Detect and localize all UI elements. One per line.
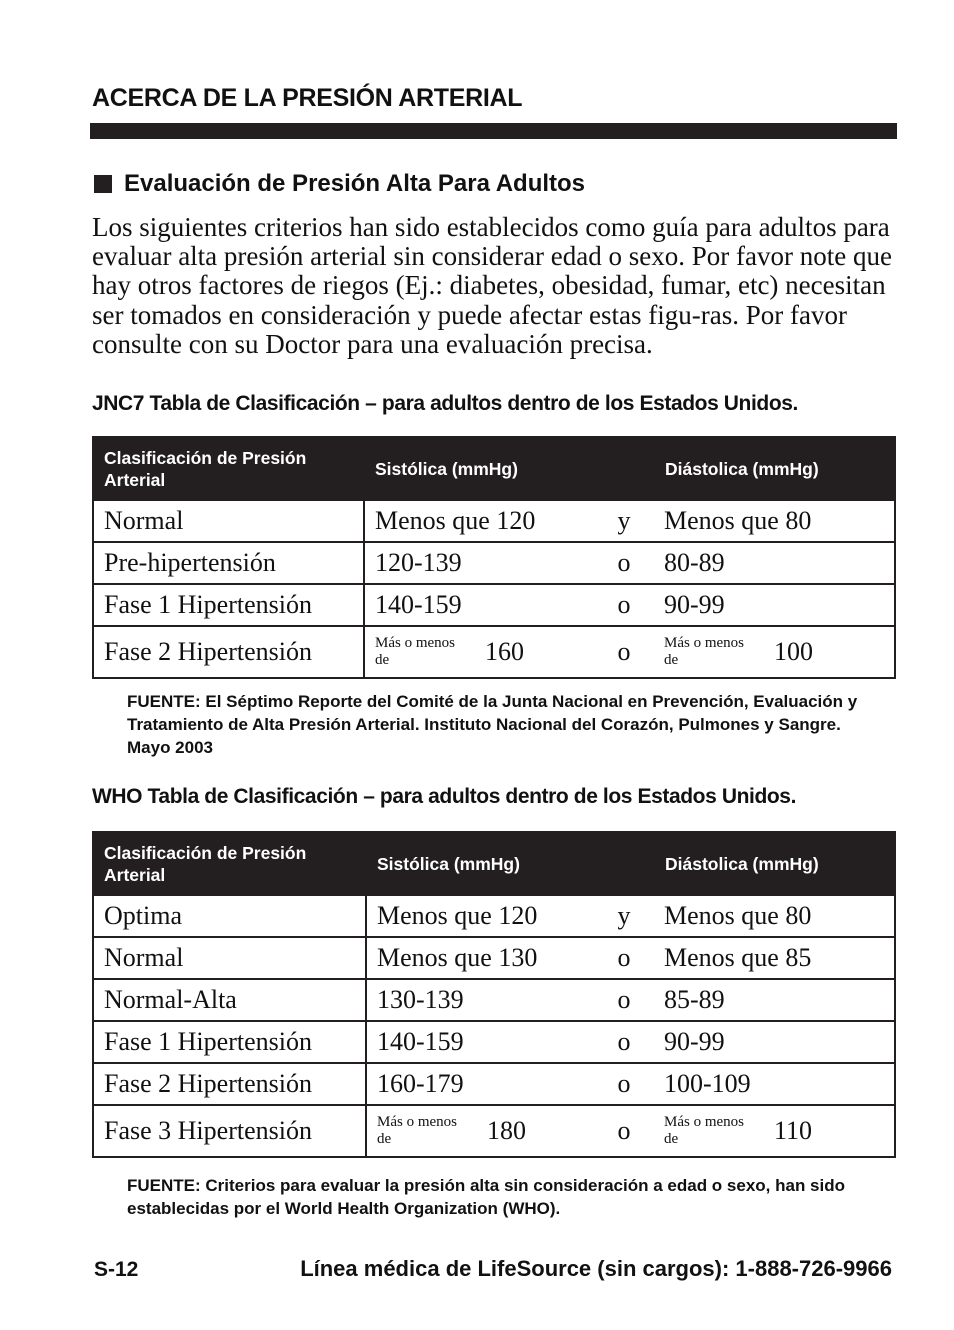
diastolic-value: 100 [774,637,814,667]
diastolic-cell: Menos que 85 [654,937,895,979]
connector-cell: y [594,895,654,937]
diastolic-cell: 80-89 [654,542,895,584]
diastolic-prefix: Más o menos de [664,635,745,669]
connector-cell: y [594,500,654,542]
connector-cell: o [594,979,654,1021]
who-source-note: FUENTE: Criterios para evaluar la presión alta sin consideración a edad o sexo, han sido establecidas por el World Health Organization (WHO). [127,1176,845,1218]
subsection-heading-text: Evaluación de Presión Alta Para Adultos [124,170,586,197]
connector-cell: o [594,1063,654,1105]
hotline-text: Línea médica de LifeSource (sin cargos): 1-888-726-9966 [300,1256,892,1281]
classification-cell: Pre-hipertensión [93,542,364,584]
diastolic-cell: 90-99 [654,584,895,626]
connector-cell: o [594,626,654,678]
jnc7-header-row [93,437,895,500]
connector-cell: o [594,584,654,626]
who-table-title: WHO Tabla de Clasificación – para adultos dentro de los Estados Unidos. [92,785,797,808]
connector-cell: o [594,1105,654,1157]
classification-cell: Fase 2 Hipertensión [93,626,364,678]
square-bullet-icon [94,175,112,193]
classification-cell: Fase 1 Hipertensión [93,1021,366,1063]
classification-cell: Fase 1 Hipertensión [93,584,364,626]
systolic-prefix: Más o menos de [375,635,455,669]
systolic-cell: Menos que 120 [364,500,594,542]
diastolic-cell: Menos que 80 [654,895,895,937]
classification-cell: Fase 3 Hipertensión [93,1105,366,1157]
intro-paragraph: Los siguientes criterios han sido establecidos como guía para adultos para evaluar alta presión arterial sin considerar edad o sexo. Por favor note que hay otros factores de riegos (Ej.: diabetes, obesidad, fumar, etc) necesitan ser tomados en consideración y puede afectar estas figu-ras. Por favor consulte con su Doctor para una evaluación precisa. [92,212,892,359]
table-row [93,626,895,678]
diastolic-cell: 85-89 [654,979,895,1021]
classification-cell: Normal-Alta [93,979,366,1021]
systolic-prefix: Más o menos de [377,1114,457,1148]
classification-cell: Normal [93,500,364,542]
diastolic-cell: 100-109 [654,1063,895,1105]
jnc7-header-systolic: Sistólica (mmHg) [364,437,654,500]
jnc7-header-diastolic: Diástolica (mmHg) [654,437,895,500]
table-row [93,979,895,1021]
table-row [93,500,895,542]
systolic-cell: Menos que 120 [366,895,594,937]
who-header-systolic: Sistólica (mmHg) [366,832,654,895]
page-number: S-12 [94,1258,139,1281]
who-header-diastolic: Diástolica (mmHg) [654,832,895,895]
systolic-cell [366,1105,594,1157]
table-row [93,895,895,937]
table-row [93,1105,895,1157]
section-title: ACERCA DE LA PRESIÓN ARTERIAL [92,84,523,112]
who-header-classification: Clasificación de Presión Arterial [93,832,366,895]
connector-cell: o [594,542,654,584]
table-row [93,542,895,584]
jnc7-header-classification: Clasificación de Presión Arterial [93,437,364,500]
systolic-cell: 160-179 [366,1063,594,1105]
table-row [93,1021,895,1063]
diastolic-cell: Menos que 80 [654,500,895,542]
connector-cell: o [594,1021,654,1063]
diastolic-value: 110 [774,1116,813,1146]
systolic-cell [364,626,594,678]
systolic-cell: 140-159 [364,584,594,626]
diastolic-prefix: Más o menos de [664,1114,745,1148]
systolic-cell: Menos que 130 [366,937,594,979]
table-row [93,1063,895,1105]
diastolic-cell [654,1105,895,1157]
classification-cell: Optima [93,895,366,937]
systolic-cell: 120-139 [364,542,594,584]
classification-cell: Normal [93,937,366,979]
subsection-heading [94,170,585,198]
systolic-cell: 130-139 [366,979,594,1021]
classification-cell: Fase 2 Hipertensión [93,1063,366,1105]
table-row [93,584,895,626]
jnc7-source-note: FUENTE: El Séptimo Reporte del Comité de la Junta Nacional en Prevención, Evaluación y Tratamiento de Alta Presión Arterial. Instituto Nacional del Corazón, Pulmones y Sangre. Mayo 2003 [127,692,858,757]
systolic-value: 180 [487,1116,526,1146]
who-table [92,831,896,1158]
who-header-row [93,832,895,895]
jnc7-table [92,436,896,679]
diastolic-cell [654,626,895,678]
connector-cell: o [594,937,654,979]
jnc7-table-title: JNC7 Tabla de Clasificación – para adultos dentro de los Estados Unidos. [92,392,798,415]
table-row [93,937,895,979]
header-rule [90,123,897,139]
systolic-value: 160 [485,637,524,667]
diastolic-cell: 90-99 [654,1021,895,1063]
systolic-cell: 140-159 [366,1021,594,1063]
